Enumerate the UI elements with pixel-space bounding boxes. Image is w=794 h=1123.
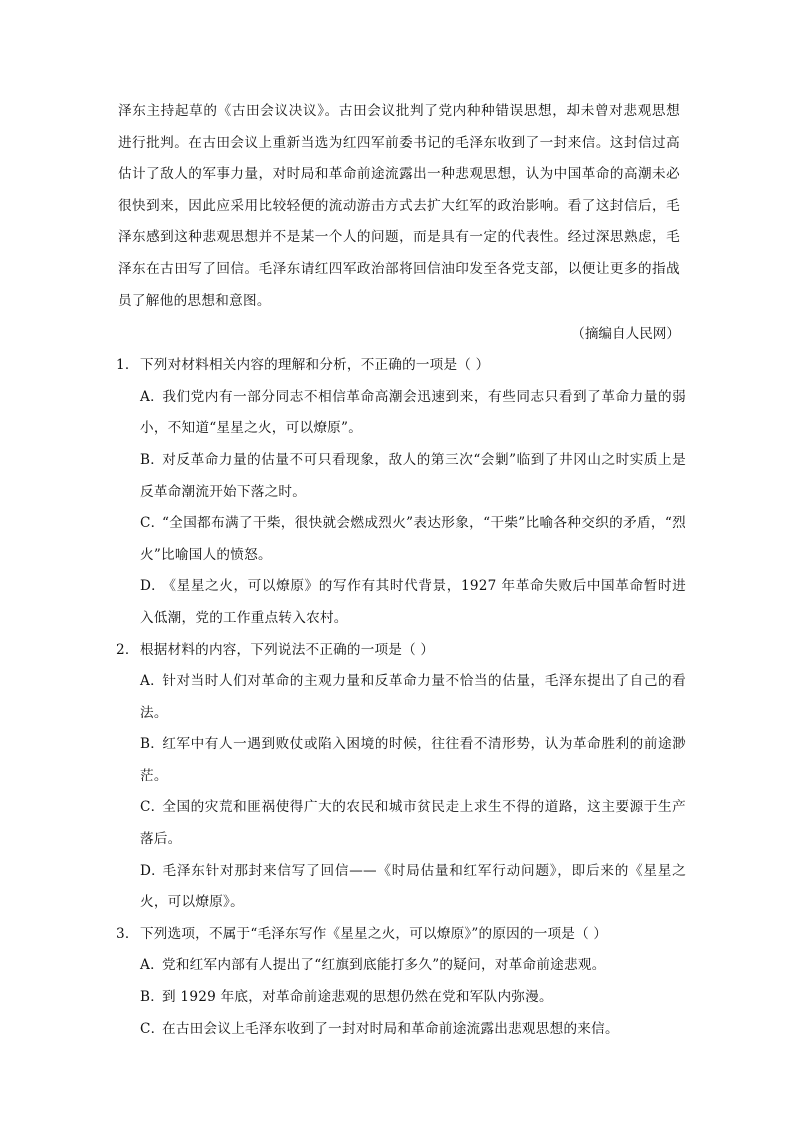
option-text: 到 1929 年底，对革命前途悲观的思想仍然在党和军队内弥漫。 <box>162 989 553 1006</box>
option-c <box>140 1014 686 1046</box>
option-letter: C． <box>140 515 165 532</box>
passage-source: （摘编自人民网） <box>571 326 680 343</box>
option-letter: D． <box>140 578 165 595</box>
option-letter: B． <box>140 736 165 753</box>
option-letter: B． <box>140 989 165 1006</box>
option-a <box>140 950 686 982</box>
option-text: 在古田会议上毛泽东收到了一封对时局和革命前途流露出悲观思想的来信。 <box>162 1020 619 1037</box>
option-letter: A． <box>140 388 164 405</box>
option-letter: C． <box>140 1020 165 1037</box>
option-b <box>140 445 686 508</box>
question-text: 下列对材料相关内容的理解和分析，不正确的一项是（ ） <box>140 357 490 374</box>
option-d <box>140 571 686 634</box>
option-letter: D． <box>140 862 165 879</box>
option-text: 党和红军内部有人提出了“红旗到底能打多久”的疑问，对革命前途悲观。 <box>162 957 606 974</box>
question-text: 下列选项，不属于“毛泽东写作《星星之火，可以燎原》”的原因的一项是（ ） <box>140 925 608 942</box>
question-number: 2． <box>116 641 139 658</box>
option-text: 我们党内有一部分同志不相信革命高潮会迅速到来，有些同志只看到了革命力量的弱小，不知道“星星之火，可以燎原”。 <box>140 388 686 437</box>
question-stem <box>116 350 794 382</box>
question-text: 根据材料的内容，下列说法不正确的一项是（ ） <box>140 641 435 658</box>
option-a <box>140 382 686 445</box>
reading-passage <box>118 96 794 350</box>
question-3 <box>116 919 794 1045</box>
option-c <box>140 508 686 571</box>
option-text: 《星星之火，可以燎原》的写作有其时代背景，1927 年革命失败后中国革命暂时进入低潮，党的工作重点转入农村。 <box>140 578 686 626</box>
option-a <box>140 666 686 729</box>
question-stem <box>116 635 794 667</box>
question-stem <box>116 919 794 951</box>
option-text: 毛泽东针对那封来信写了回信——《时局估量和红军行动问题》，即后来的《星星之火，可以燎原》。 <box>140 862 686 911</box>
option-text: 红军中有人一遇到败仗或陷入困境的时候，往往看不清形势，认为革命胜利的前途渺茫。 <box>140 736 686 784</box>
option-letter: B． <box>140 451 165 468</box>
option-letter: A． <box>140 673 164 690</box>
question-number: 1． <box>116 357 139 374</box>
option-letter: C． <box>140 799 165 816</box>
option-text: 对反革命力量的估量不可只看现象，敌人的第三次“会剿”临到了井冈山之时实质上是反革命潮流开始下落之时。 <box>140 451 686 500</box>
option-b <box>140 982 686 1014</box>
option-letter: A． <box>140 957 164 974</box>
option-text: 全国的灾荒和匪祸使得广大的农民和城市贫民走上求生不得的道路，这主要源于生产落后。 <box>140 799 686 848</box>
option-c <box>140 792 686 855</box>
question-number: 3． <box>116 925 139 942</box>
question-1 <box>116 350 794 634</box>
passage-paragraph: 泽东主持起草的《古田会议决议》。古田会议批判了党内种种错误思想，却未曾对悲观思想进行批判。在古田会议上重新当选为红四军前委书记的毛泽东收到了一封来信。这封信过高估计了敌人的军事力量，对时局和革命前途流露出一种悲观思想，认为中国革命的高潮未必很快到来，因此应采用比较轻便的流动游击方式去扩大红军的政治影响。看了这封信后，毛泽东感到这种悲观思想并不是某一个人的问题，而是具有一定的代表性。经过深思熟虑，毛泽东在古田写了回信。毛泽东请红四军政治部将回信油印发至各党支部，以便让更多的指战员了解他的思想和意图。 <box>118 103 680 309</box>
question-2 <box>116 635 794 919</box>
option-b <box>140 729 686 792</box>
option-text: “全国都布满了干柴，很快就会燃成烈火”表达形象，“干柴”比喻各种交织的矛盾，“烈火”比喻国人的愤怒。 <box>140 515 686 563</box>
option-text: 针对当时人们对革命的主观力量和反革命力量不恰当的估量，毛泽东提出了自己的看法。 <box>140 673 686 721</box>
option-d <box>140 856 686 919</box>
